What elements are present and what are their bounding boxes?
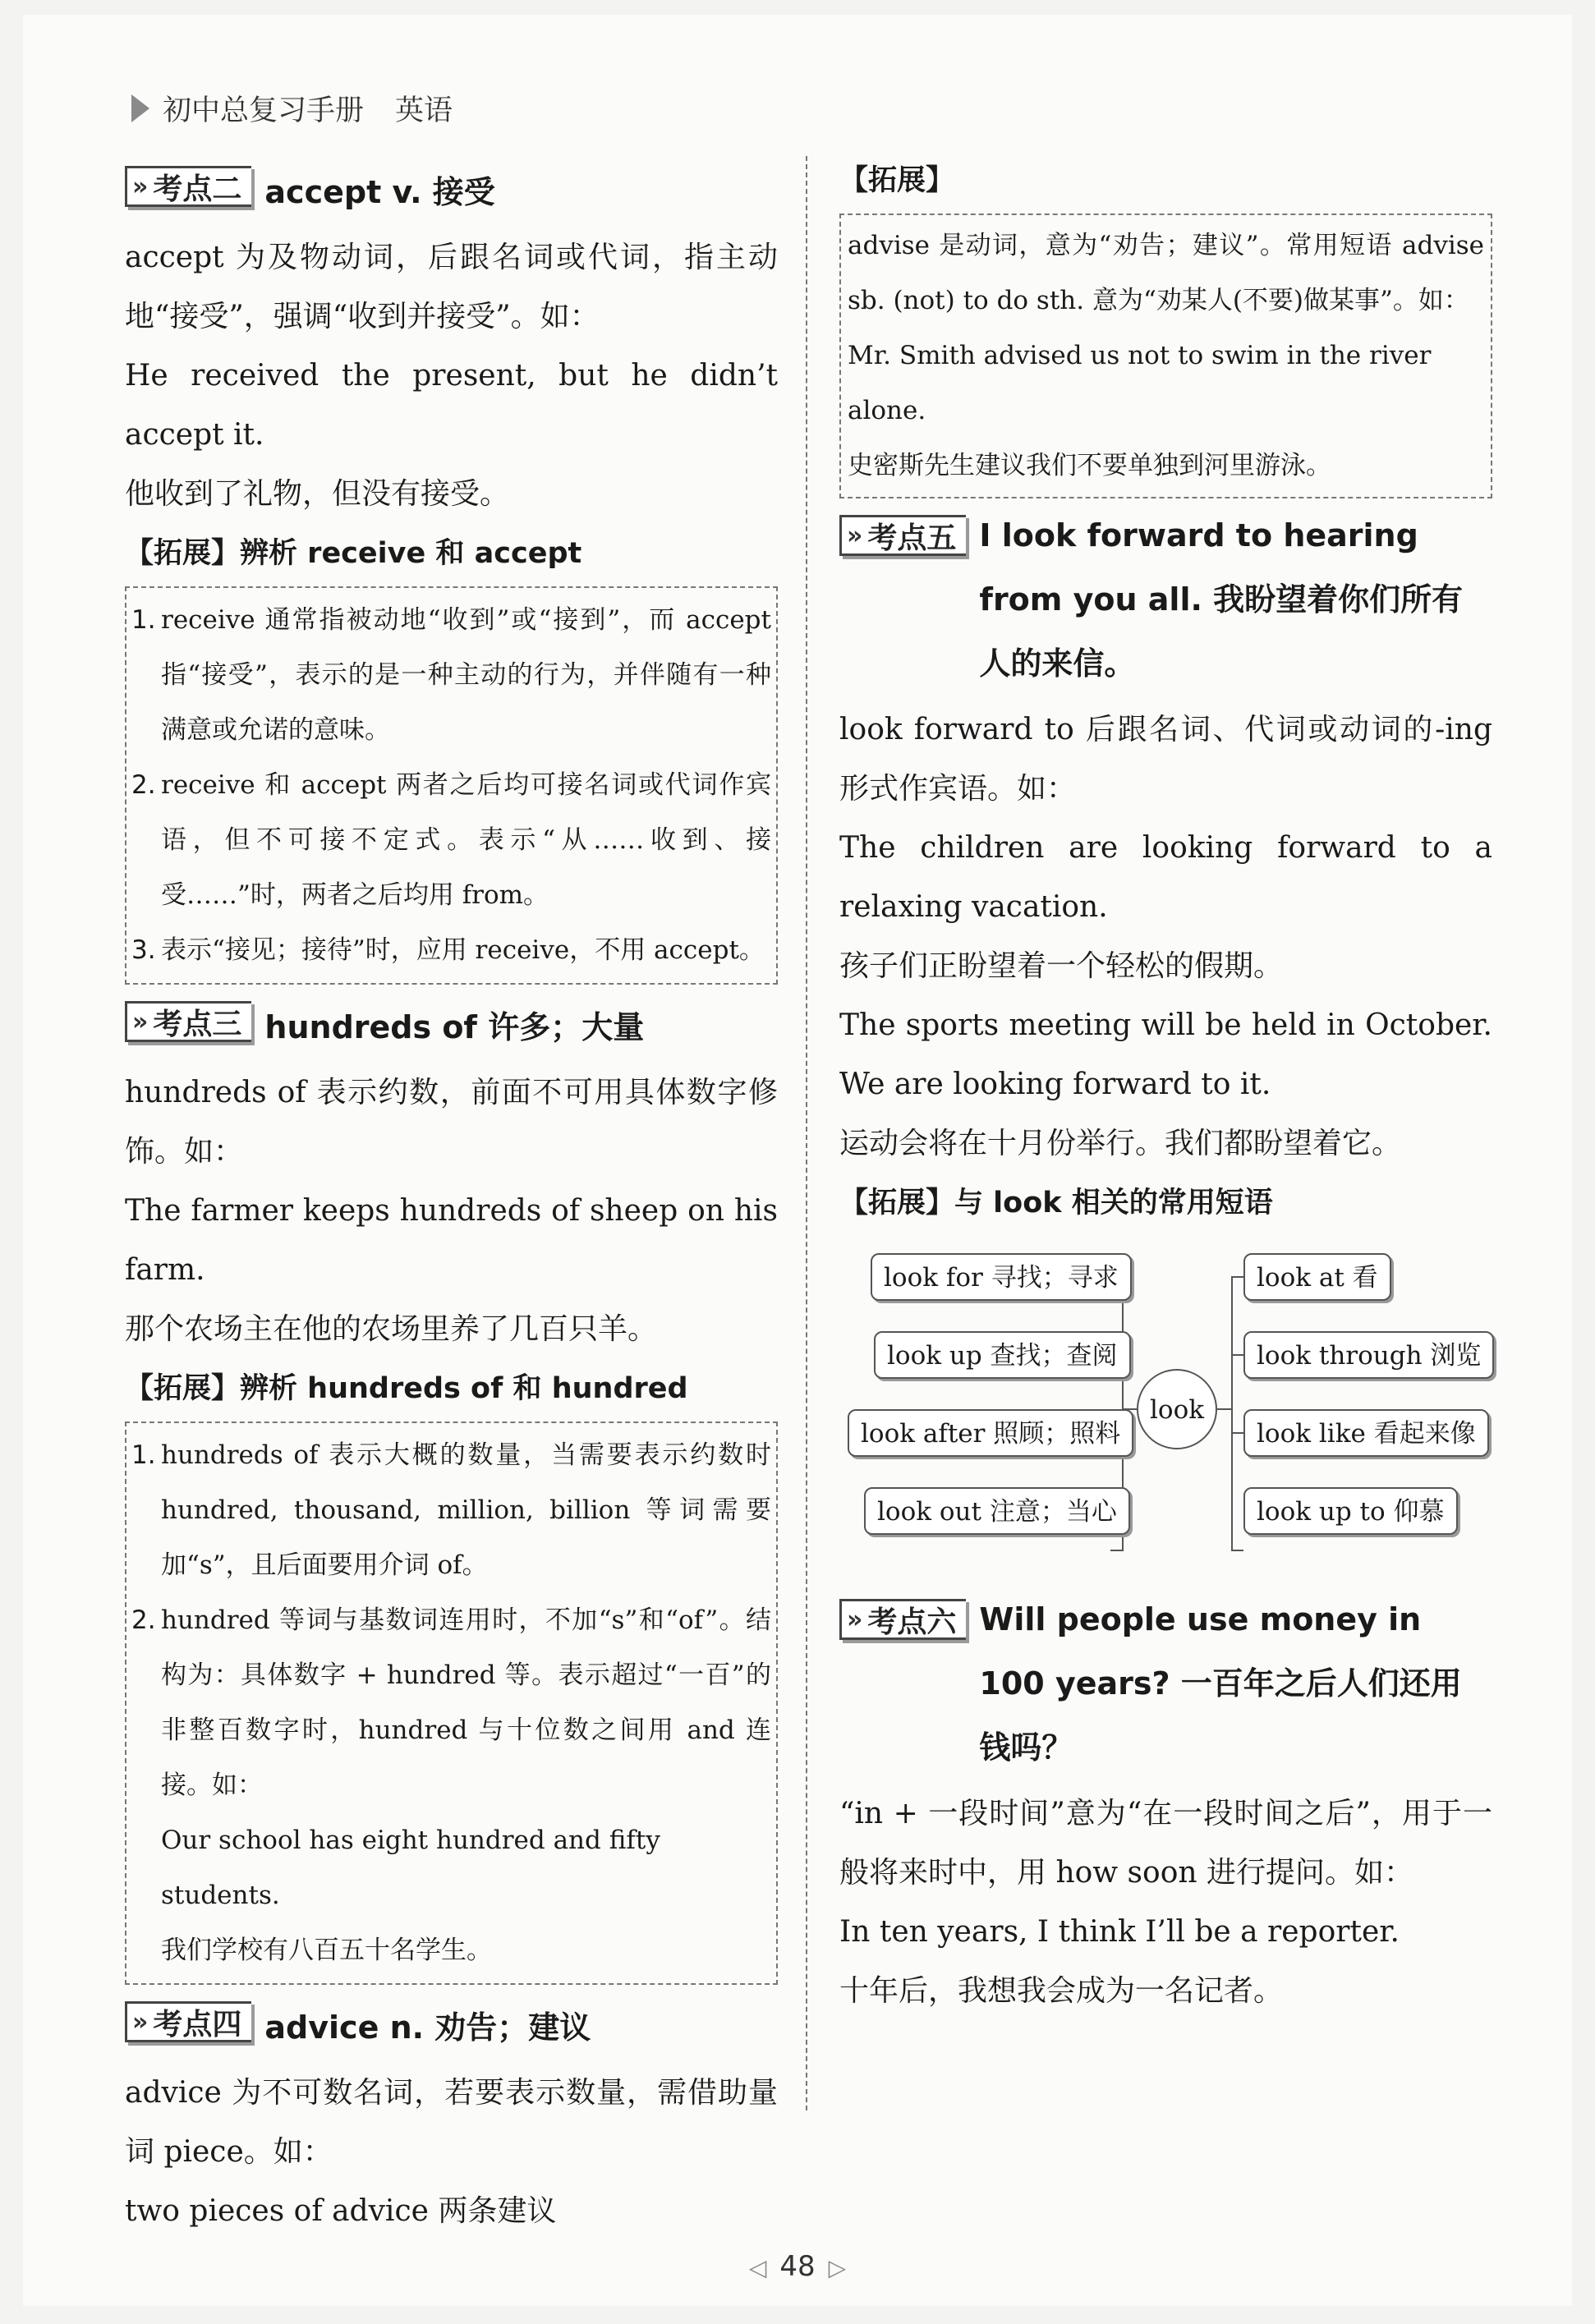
kp3-example-zh: 那个农场主在他的农场里养了几百只羊。 — [125, 1312, 658, 1346]
kp2-example-en: He received the present, but he didn’t accept it. — [125, 359, 778, 452]
kp3-box-example-zh: 我们学校有八百五十名学生。 — [161, 1936, 492, 1965]
advise-example-en: Mr. Smith advised us not to swim in the river alone. — [848, 341, 1432, 425]
advise-extension-box — [839, 214, 1492, 498]
kp5-title: I look forward to hearing from you all. 我盼望着你们所有人的来信。 — [979, 517, 1464, 682]
phrase-look-up-to: look up to 仰慕 — [1243, 1487, 1458, 1535]
kp5-example2-zh: 运动会将在十月份举行。我们都盼望着它。 — [839, 1127, 1402, 1160]
prev-triangle-icon: ◁ — [748, 2254, 767, 2281]
kp4-example: two pieces of advice 两条建议 — [125, 2194, 557, 2228]
advise-example-zh: 史密斯先生建议我们不要单独到河里游泳。 — [848, 451, 1331, 480]
double-chevron-icon: » — [132, 172, 142, 201]
look-phrases-mindmap — [839, 1241, 1492, 1569]
header-arrow-icon — [131, 94, 149, 122]
kp2-explanation: accept 为及物动词，后跟名词或代词，指主动地“接受”，强调“收到并接受”。如： — [125, 241, 778, 333]
phrase-look-like: look like 看起来像 — [1243, 1409, 1489, 1457]
kp6-heading — [839, 1594, 1492, 1780]
kp2-extension-title: 【拓展】辨析 receive 和 accept — [125, 537, 582, 570]
double-chevron-icon: » — [847, 1605, 857, 1634]
kp3-example-en: The farmer keeps hundreds of sheep on his farm. — [125, 1194, 778, 1287]
advise-explanation: advise 是动词，意为“劝告；建议”。常用短语 advise sb. (not) to do sth. 意为“劝某人(不要)做某事”。如： — [848, 231, 1484, 315]
next-triangle-icon: ▷ — [828, 2254, 847, 2281]
kp3-title: hundreds of 许多；大量 — [264, 1009, 645, 1045]
kp5-extension-title: 【拓展】与 look 相关的常用短语 — [839, 1187, 1273, 1219]
kp4-heading — [125, 1996, 778, 2059]
phrase-look-for: look for 寻找；寻求 — [871, 1253, 1132, 1301]
subject-label: 英语 — [395, 94, 453, 127]
advise-extension-title: 【拓展】 — [839, 164, 955, 197]
phrase-look-after: look after 照顾；照料 — [848, 1409, 1133, 1457]
kp5-example1-zh: 孩子们正盼望着一个轻松的假期。 — [839, 949, 1284, 983]
page-header — [131, 85, 453, 131]
kp6-title: Will people use money in 100 years? 一百年之后人们还用钱吗？ — [979, 1601, 1462, 1766]
mindmap-center-look: look — [1137, 1369, 1217, 1449]
phrase-look-up: look up 查找；查阅 — [874, 1331, 1131, 1379]
double-chevron-icon: » — [132, 2007, 142, 2037]
kp6-example-zh: 十年后，我想我会成为一名记者。 — [839, 1974, 1284, 2008]
phrase-look-at: look at 看 — [1243, 1253, 1391, 1301]
kp2-tag: » 考点二 — [125, 166, 251, 207]
phrase-look-through: look through 浏览 — [1243, 1331, 1494, 1379]
kp6-tag: » 考点六 — [839, 1599, 966, 1640]
kp2-title: accept v. 接受 — [264, 174, 495, 210]
right-column — [839, 149, 1492, 2021]
kp5-heading — [839, 510, 1492, 696]
book-title: 初中总复习手册 — [163, 94, 365, 127]
double-chevron-icon: » — [132, 1007, 142, 1036]
kp5-example1-en: The children are looking forward to a relaxing vacation. — [839, 831, 1492, 924]
connector-right-bracket — [1232, 1277, 1243, 1550]
list-item: 3. 表示“接见；接待”时，应用 receive，不用 accept。 — [131, 935, 765, 965]
list-item: 2. receive 和 accept 两者之后均可接名词或代词作宾语，但不可接不定式。表示“从……收到、接受……”时，两者之后均用 from。 — [131, 770, 771, 910]
kp4-tag: » 考点四 — [125, 2001, 251, 2042]
kp5-tag: » 考点五 — [839, 515, 966, 556]
kp2-extension-box — [125, 586, 778, 985]
list-item: 1. receive 通常指被动地“收到”或“接到”，而 accept 指“接受”，表示的是一种主动的行为，并伴随有一种满意或允诺的意味。 — [131, 605, 771, 745]
kp3-explanation: hundreds of 表示约数，前面不可用具体数字修饰。如： — [125, 1076, 778, 1169]
kp6-explanation: “in + 一段时间”意为“在一段时间之后”，用于一般将来时中，用 how soon 进行提问。如： — [839, 1797, 1492, 1890]
kp3-extension-title: 【拓展】辨析 hundreds of 和 hundred — [125, 1372, 688, 1405]
column-divider — [806, 156, 807, 2110]
list-item: 1. hundreds of 表示大概的数量，当需要表示约数时 hundred, thousand, million, billion 等词需要加“s”，且后面要用介词 of。 — [131, 1440, 771, 1580]
phrase-look-out: look out 注意；当心 — [864, 1487, 1130, 1535]
kp2-heading — [125, 161, 778, 223]
list-item: 2. hundred 等词与基数词连用时，不加“s”和“of”。结构为：具体数字 + hundred 等。表示超过“一百”的非整百数字时，hundred 与十位数之间用 and 连接。如： — [131, 1605, 771, 1800]
kp3-heading — [125, 996, 778, 1059]
kp6-example-en: In ten years, I think I’ll be a reporter. — [839, 1915, 1400, 1949]
kp3-extension-box — [125, 1421, 778, 1985]
page-footer — [0, 2250, 1595, 2283]
kp3-box-example-en: Our school has eight hundred and fifty students. — [161, 1826, 660, 1910]
kp3-tag: » 考点三 — [125, 1001, 251, 1042]
kp4-title: advice n. 劝告；建议 — [264, 2009, 591, 2046]
kp4-explanation: advice 为不可数名词，若要表示数量，需借助量词 piece。如： — [125, 2076, 778, 2169]
left-column — [125, 149, 778, 2241]
kp5-explanation: look forward to 后跟名词、代词或动词的-ing 形式作宾语。如： — [839, 713, 1492, 806]
kp5-example2-en: The sports meeting will be held in October. We are looking forward to it. — [839, 1008, 1492, 1101]
double-chevron-icon: » — [847, 521, 857, 550]
kp2-example-zh: 他收到了礼物，但没有接受。 — [125, 477, 510, 511]
page-number: 48 — [779, 2250, 816, 2283]
